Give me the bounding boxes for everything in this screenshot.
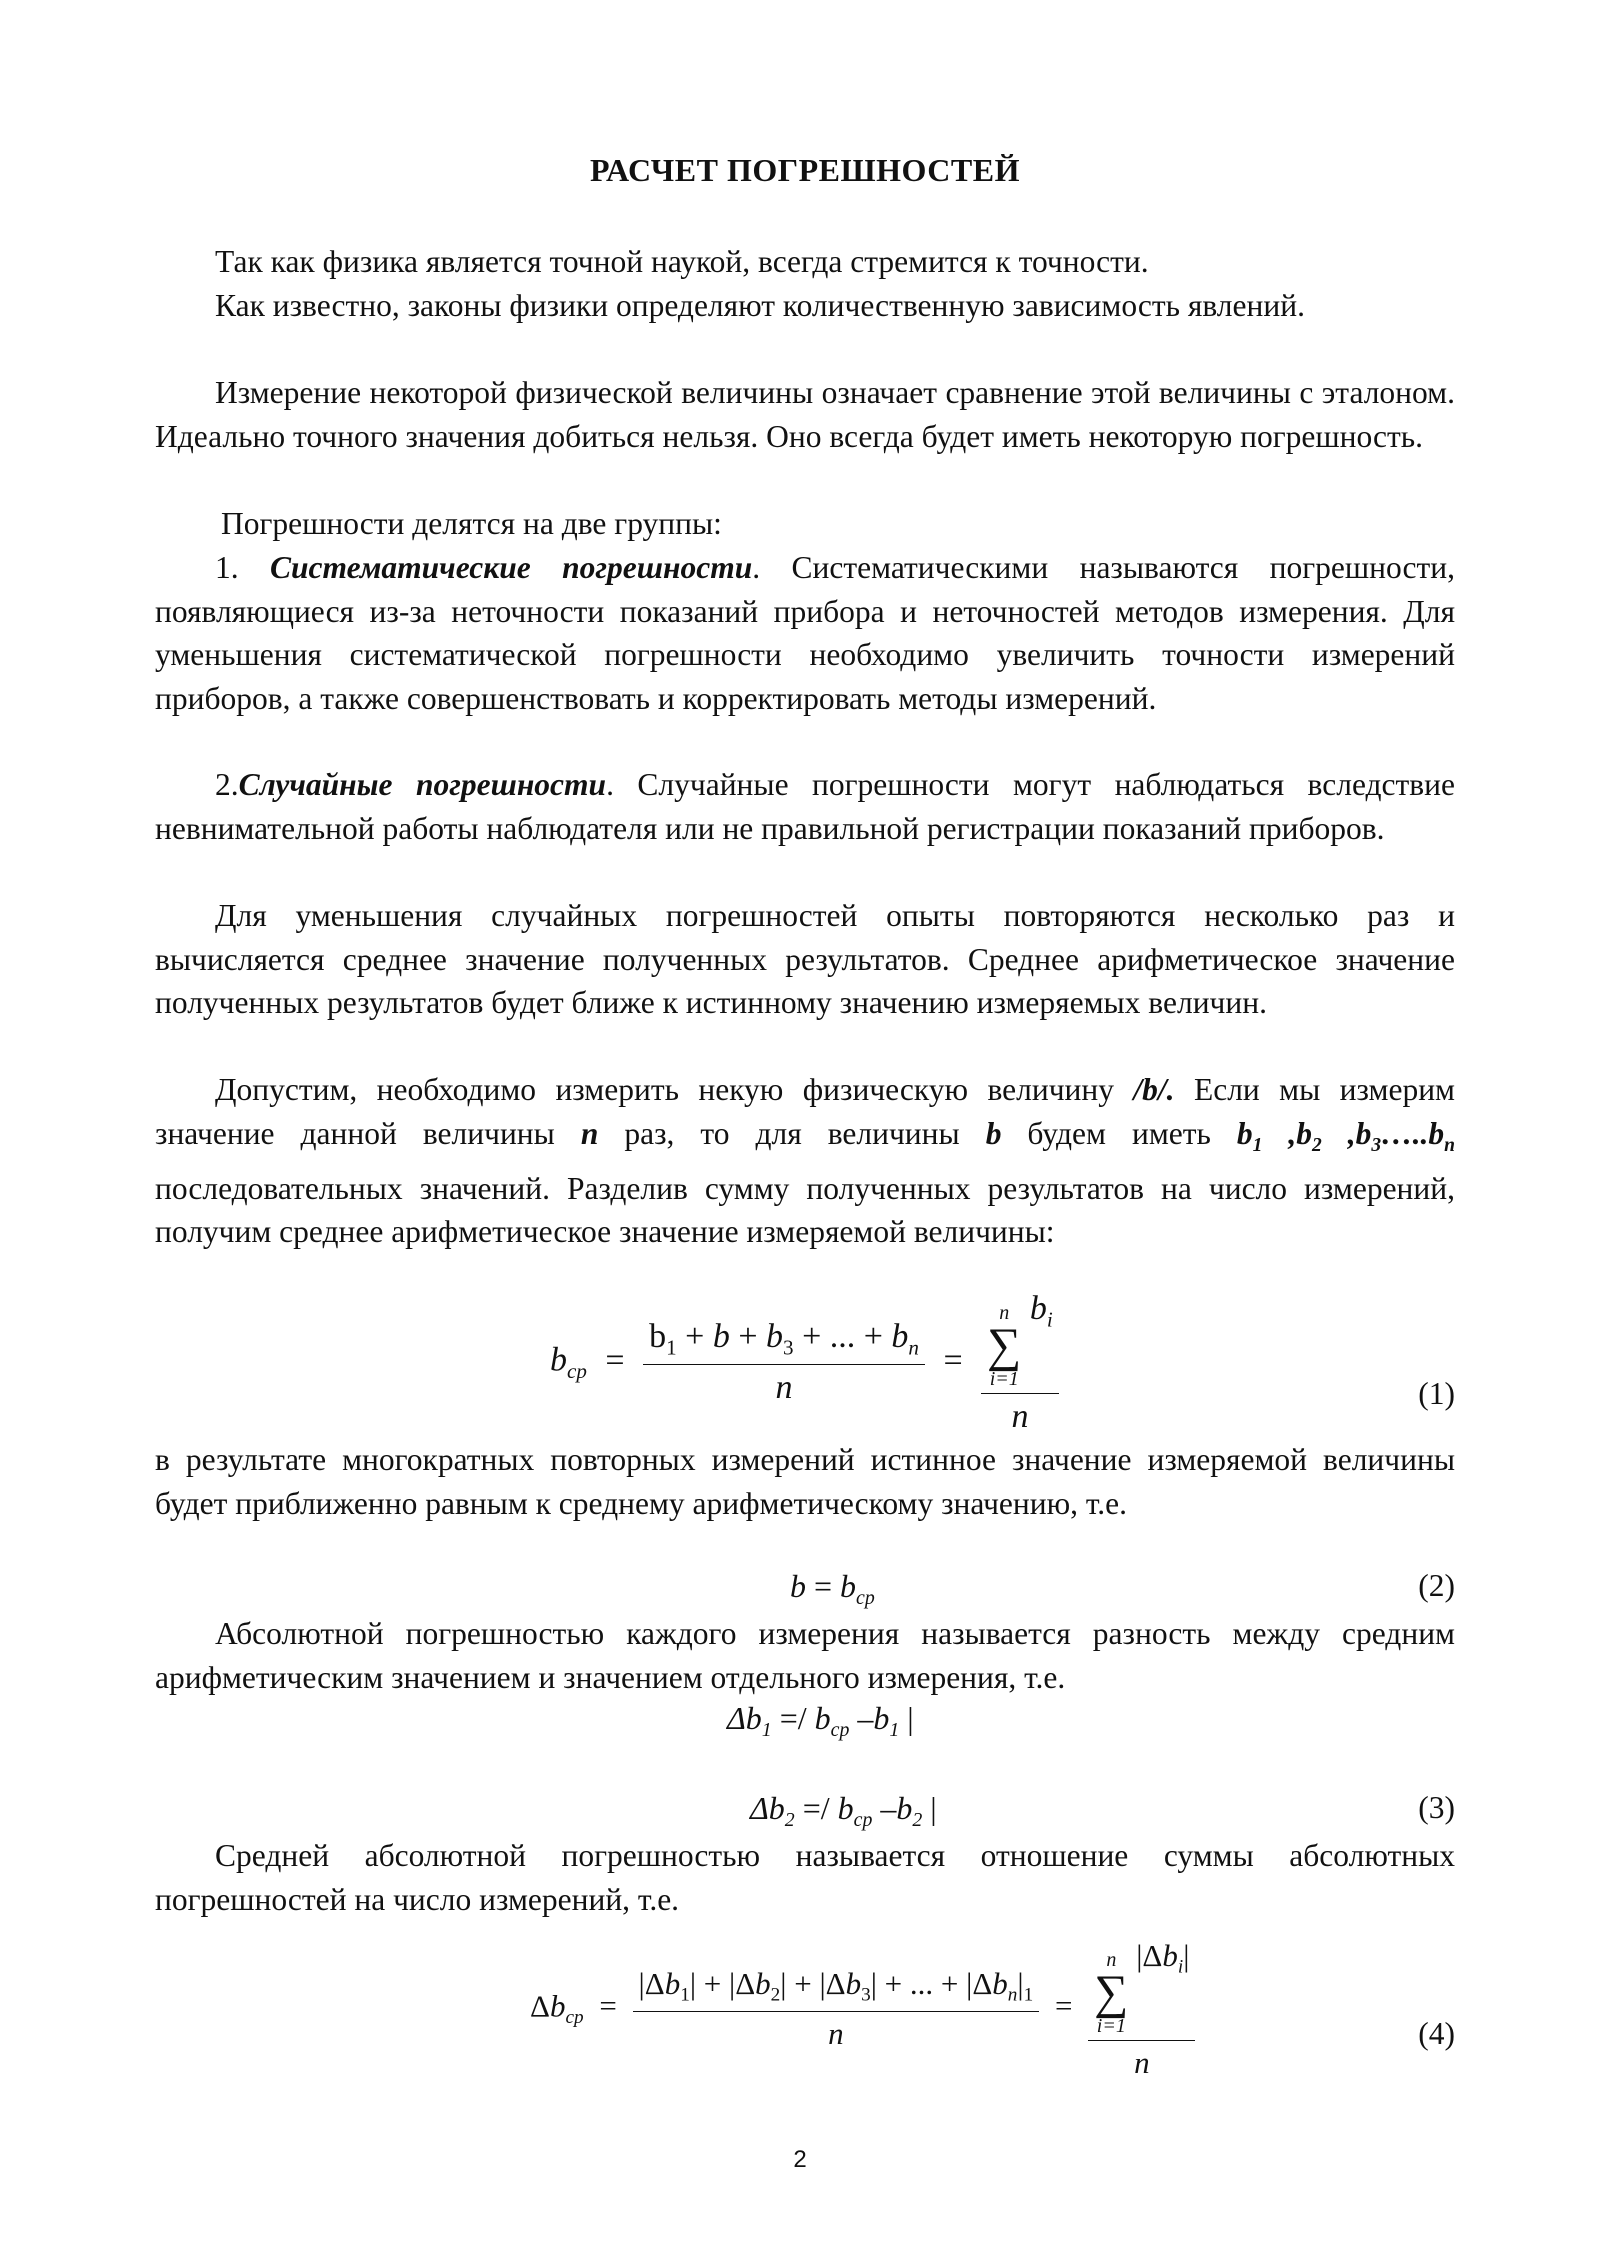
equation-2-number: (2)	[1418, 1568, 1455, 1603]
equation-1: $b_{cp}$ = $\frac{b_1 + b + b_3 + ... + b_n}{n}$ = n ∑ i=1 $b_i$ n	[550, 1290, 1059, 1436]
equation-4-number: (4)	[1418, 2016, 1455, 2051]
equation-3-line-1: $\Delta b_1 =/ b_{cp}$ $-b_1$ |	[727, 1700, 914, 1741]
paragraph-systematic	[155, 546, 1455, 720]
term-systematic: Систематические погрешности	[270, 550, 753, 585]
paragraph-mean-definition: Допустим, необходимо измерить некую физическую величину /b/. Если мы измерим значение данной величины n раз, то для величины b будем иметь $b_1$ $,b_2$ $,b_3\dots..b_n$ последовательных значений. Разделив сумму полученных результатов на число измерений, получим среднее арифметическое значение измеряемой величины:	[155, 1072, 1456, 1250]
paragraph-mean-absolute-error: Средней абсолютной погрешностью называется отношение суммы абсолютных погрешностей на число измерений, т.е.	[155, 1838, 1455, 1917]
page-number: 2	[793, 2146, 807, 2173]
equation-2: $b = b_{cp}$	[790, 1568, 875, 1609]
term-random: Случайные погрешности	[238, 767, 607, 802]
sequence-b: $b_1$ $,b_2$ $,b_3\dots..b_n$	[1236, 1115, 1456, 1156]
paragraph-groups: Погрешности делятся на две группы:	[221, 506, 722, 541]
equation-3-number: (3)	[1418, 1790, 1455, 1825]
paragraph-averaging: Для уменьшения случайных погрешностей опыты повторяются несколько раз и вычисляется среднее значение полученных результатов. Среднее арифметическое значение полученных результатов будет ближе к истинному значению измеряемых величин.	[155, 898, 1455, 1020]
paragraph-random	[155, 763, 1455, 850]
paragraph-absolute-error: Абсолютной погрешностью каждого измерения называется разность между средним арифметическим значением и значением отдельного измерения, т.е.	[155, 1616, 1455, 1695]
random-text: . Случайные погрешности могут наблюдаться вследствие невнимательной работы наблюдателя или не правильной регистрации показаний приборов.	[155, 767, 1455, 846]
list-number-2: 2.	[215, 767, 239, 802]
equation-4: $\Delta b_{cp}$ = $\frac{|\Delta b_1| + |\Delta b_2| + |\Delta b_3| + ... + |\Delta b_n|_1}{n}$ = n ∑ i=1 $|\Delta b_i|$ n	[530, 1938, 1195, 2081]
var-b: b	[985, 1115, 1002, 1151]
var-n: n	[580, 1115, 599, 1151]
equation-3-line-2: $\Delta b_2 =/ b_{cp}$ $-b_2$ |	[750, 1790, 937, 1831]
paragraph-measurement: Измерение некоторой физической величины означает сравнение этой величины с эталоном. Идеально точного значения добиться нельзя. Оно всегда будет иметь некоторую погрешность.	[155, 375, 1455, 454]
paragraph-intro: Так как физика является точной наукой, всегда стремится к точности.	[215, 244, 1149, 279]
systematic-text: . Систематическими называются погрешности, появляющиеся из-за неточности показаний прибора и неточностей методов измерения. Для уменьшения систематической погрешности необходимо увеличить точности измерений приборов, а также совершенствовать и корректировать методы измерений.	[155, 550, 1455, 716]
paragraph-true-value: в результате многократных повторных измерений истинное значение измеряемой величины будет приближенно равным к среднему арифметическому значению, т.е.	[155, 1442, 1455, 1521]
page-title: РАСЧЕТ ПОГРЕШНОСТЕЙ	[590, 152, 1020, 188]
paragraph-laws: Как известно, законы физики определяют количественную зависимость явлений.	[215, 288, 1305, 323]
quantity-b: /b/.	[1133, 1072, 1175, 1107]
equation-1-number: (1)	[1418, 1376, 1455, 1411]
list-number-1: 1.	[215, 550, 239, 585]
